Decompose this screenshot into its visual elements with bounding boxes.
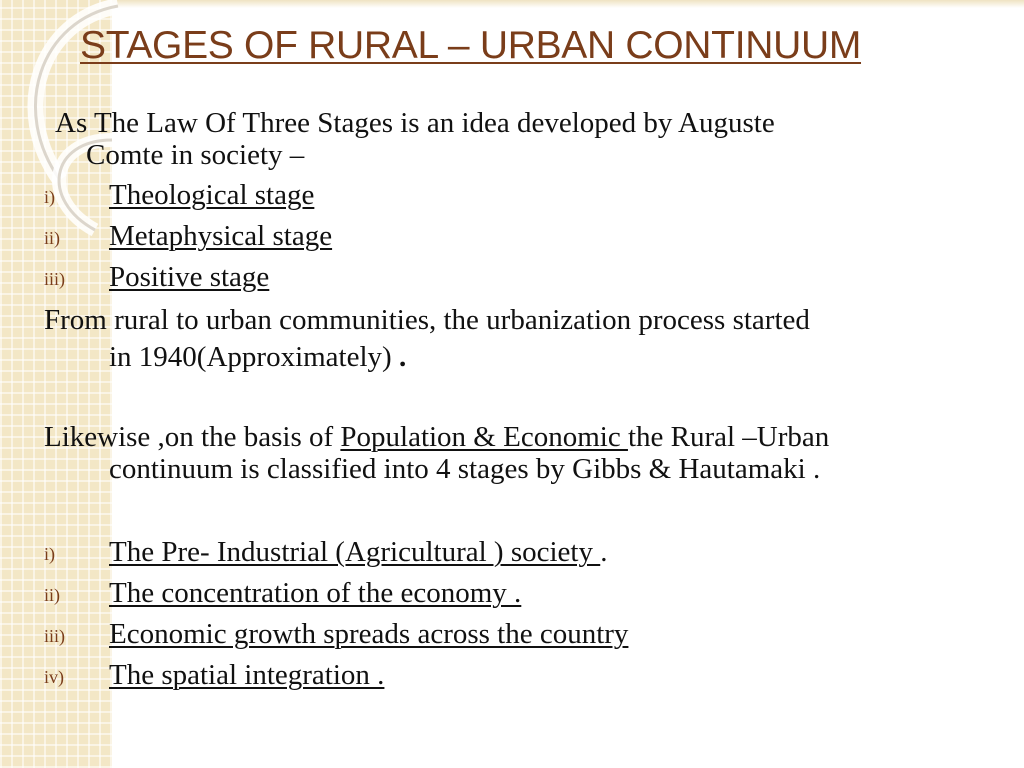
list-marker: i) [44,544,55,564]
comte-stage-2: Metaphysical stage [109,220,333,252]
likewise-line-1: Likewise ,on the basis of Population & Economic the Rural –Urban [44,421,830,453]
likewise-line-2: continuum is classified into 4 stages by Gibbs & Hautamaki . [109,453,821,485]
list-marker: iii) [44,626,65,646]
page-title: STAGES OF RURAL – URBAN CONTINUUM [80,24,862,67]
intro-line-1: As The Law Of Three Stages is an idea developed by Auguste [55,107,775,139]
list-marker: iv) [44,667,64,687]
list-marker: ii) [44,228,60,248]
comte-stage-3: Positive stage [109,261,270,293]
list-marker: iii) [44,269,65,289]
intro-line-2: Comte in society – [86,139,305,171]
urbanization-line-2: in 1940(Approximately) . [109,341,407,373]
gibbs-stage-3: Economic growth spreads across the country [109,618,629,650]
urbanization-line-1: From rural to urban communities, the urbanization process started [44,304,810,336]
gibbs-stage-1: The Pre- Industrial (Agricultural ) society . [109,536,608,568]
comte-stage-1: Theological stage [109,179,315,211]
gibbs-stage-2: The concentration of the economy . [109,577,522,609]
gibbs-stage-4: The spatial integration . [109,659,385,691]
list-marker: i) [44,187,55,207]
list-marker: ii) [44,585,60,605]
population-economic-underlined: Population & Economic [340,421,628,453]
